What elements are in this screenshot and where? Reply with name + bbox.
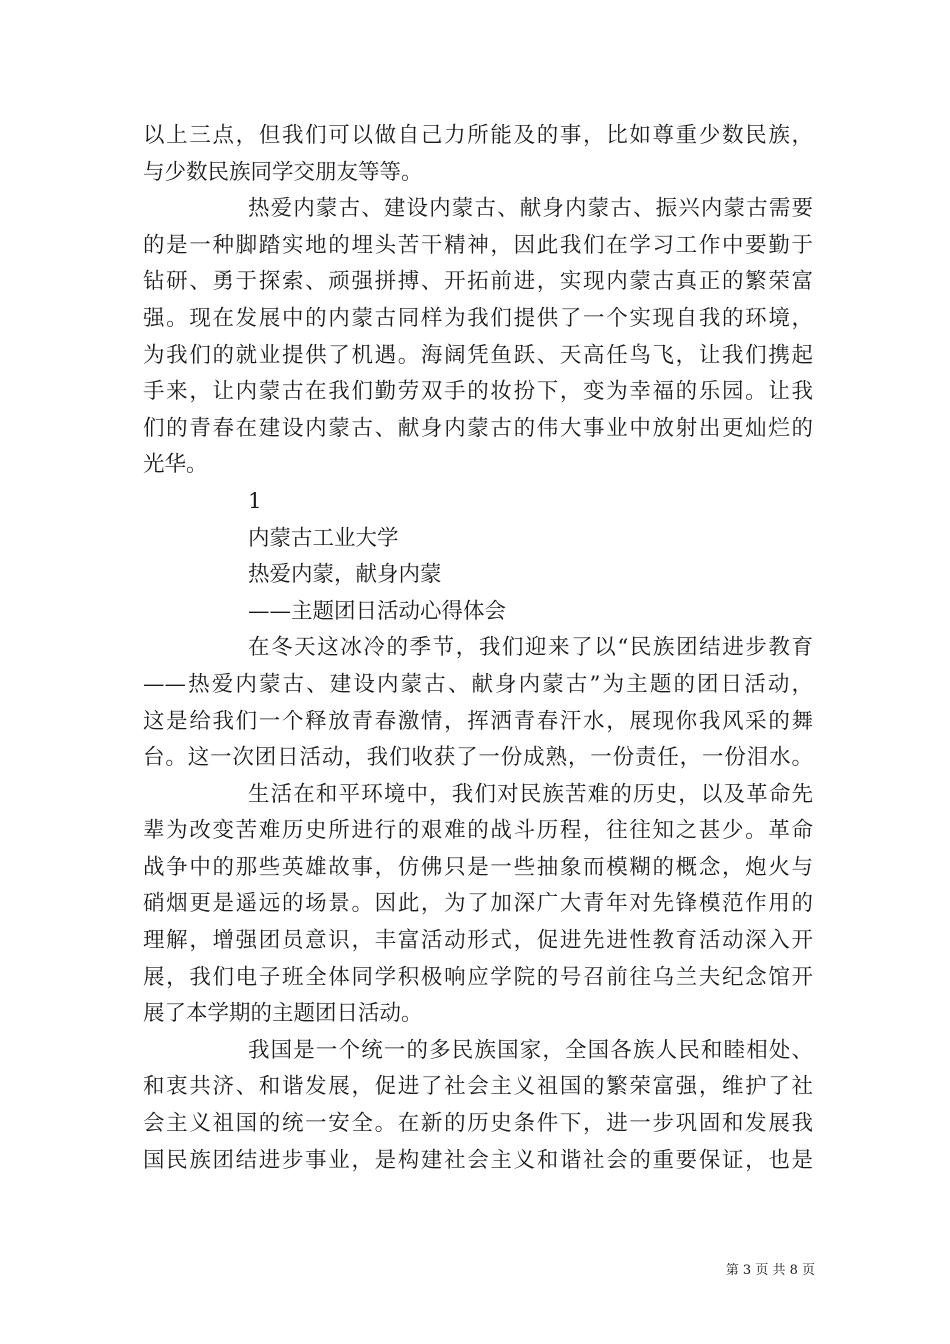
text-line: 以上三点，但我们可以做自己力所能及的事，比如尊重少数民族， bbox=[143, 123, 813, 148]
text-line: 硝烟更是遥远的场景。因此，为了加深广大青年对先锋模范作用的 bbox=[143, 891, 813, 917]
text-line: 光华。 bbox=[143, 452, 208, 478]
text-line: 为我们的就业提供了机遇。海阔凭鱼跃、天高任鸟飞，让我们携起 bbox=[143, 342, 813, 368]
text-line: 们的青春在建设内蒙古、献身内蒙古的伟大事业中放射出更灿烂的 bbox=[143, 415, 813, 441]
text-line: 的是一种脚踏实地的埋头苦干精神，因此我们在学习工作中要勤于 bbox=[143, 232, 813, 258]
text-line: 台。这一次团日活动，我们收获了一份成熟，一份责任，一份泪水。 bbox=[143, 745, 813, 771]
text-line: ——热爱内蒙古、建设内蒙古、献身内蒙古”为主题的团日活动， bbox=[143, 671, 813, 697]
text-line: 这是给我们一个释放青春激情，挥洒青春汗水，展现你我风采的舞 bbox=[143, 708, 813, 734]
text-line: 会主义祖国的统一安全。在新的历史条件下，进一步巩固和发展我 bbox=[143, 1111, 813, 1137]
text-line: 钻研、勇于探索、顽强拼搏、开拓前进，实现内蒙古真正的繁荣富 bbox=[143, 269, 813, 295]
text-line: 展了本学期的主题团日活动。 bbox=[143, 1001, 423, 1027]
text-line: 国民族团结进步事业，是构建社会主义和谐社会的重要保证，也是 bbox=[143, 1147, 813, 1173]
text-line: ——主题团日活动心得体会 bbox=[248, 598, 507, 624]
text-line: 战争中的那些英雄故事，仿佛只是一些抽象而模糊的概念，炮火与 bbox=[143, 854, 813, 880]
text-line: 理解，增强团员意识，丰富活动形式，促进先进性教育活动深入开 bbox=[143, 928, 813, 954]
page-footer: 第 3 页 共 8 页 bbox=[725, 1263, 815, 1278]
text-line: 在冬天这冰冷的季节，我们迎来了以“民族团结进步教育 bbox=[248, 635, 813, 661]
text-line: 内蒙古工业大学 bbox=[248, 525, 399, 551]
text-line: 强。现在发展中的内蒙古同样为我们提供了一个实现自我的环境， bbox=[143, 305, 813, 331]
text-line: 1 bbox=[248, 488, 262, 514]
text-line: 生活在和平环境中，我们对民族苦难的历史，以及革命先 bbox=[248, 781, 813, 807]
text-line: 热爱内蒙古、建设内蒙古、献身内蒙古、振兴内蒙古需要 bbox=[248, 196, 813, 222]
text-line: 辈为改变苦难历史所进行的艰难的战斗历程，往往知之甚少。革命 bbox=[143, 818, 813, 844]
document-body bbox=[143, 118, 813, 1179]
text-line: 展，我们电子班全体同学积极响应学院的号召前往乌兰夫纪念馆开 bbox=[143, 964, 813, 990]
text-line: 手来，让内蒙古在我们勤劳双手的妆扮下，变为幸福的乐园。让我 bbox=[143, 379, 813, 405]
text-line: 我国是一个统一的多民族国家，全国各族人民和睦相处、 bbox=[248, 1037, 813, 1063]
text-line: 和衷共济、和谐发展，促进了社会主义祖国的繁荣富强，维护了社 bbox=[143, 1074, 813, 1100]
text-line: 热爱内蒙，献身内蒙 bbox=[248, 562, 442, 588]
text-line: 与少数民族同学交朋友等等。 bbox=[143, 159, 423, 185]
